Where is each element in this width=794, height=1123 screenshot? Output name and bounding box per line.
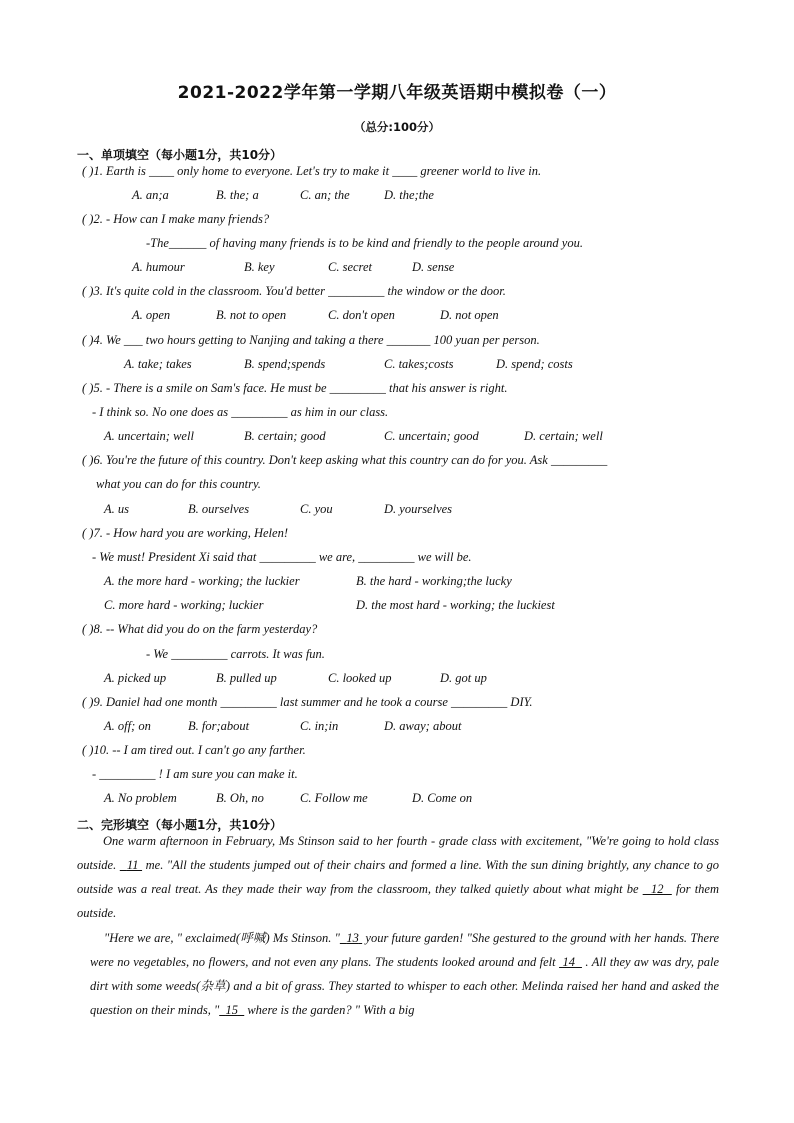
question-5-stem: ( )5. - There is a smile on Sam's face. He must be _________ that his answer is right. — [82, 381, 508, 395]
question-2-stem: ( )2. - How can I make many friends? — [82, 212, 270, 226]
question-3-stem: ( )3. It's quite cold in the classroom. You'd better _________ the window or the door. — [82, 284, 506, 298]
question-9-option: B. for;about — [188, 719, 250, 733]
blank-13: 13 — [346, 931, 359, 945]
question-8-option: C. looked up — [328, 671, 392, 685]
question-5-option: C. uncertain; good — [384, 429, 479, 443]
question-10-stem: ( )10. -- I am tired out. I can't go any farther. — [82, 743, 306, 757]
blank-12: 12 — [650, 882, 664, 896]
cloze-text: me. "All the students jumped out of their chairs and formed a line. With the sun dining brightly, any chance to go outside was a real treat. As they made their way from the classroom, they talked quietly about what might be — [77, 858, 720, 896]
question-4-option: C. takes;costs — [384, 357, 454, 371]
question-2-option: A. humour — [132, 260, 185, 274]
question-4-option: B. spend;spends — [244, 357, 326, 371]
blank-14: 14 — [562, 955, 576, 969]
question-8-option: B. pulled up — [216, 671, 277, 685]
question-5-option: D. certain; well — [524, 429, 603, 443]
cloze-text: . All they aw was dry, pale dirt with some weeds(杂草) and a bit of grass. They started to whisper to each other. Melinda raised her hand and asked the question on their minds, " — [90, 955, 720, 1017]
cloze-paragraph-1 — [77, 829, 719, 925]
cloze-text: your future garden! "She gestured to the ground with her hands. There were no vegetables, no flowers, and not even any plans. The students looked around and felt — [90, 931, 720, 969]
blank-15: 15 — [225, 1003, 238, 1017]
question-6-option: D. yourselves — [384, 502, 453, 516]
question-9-option: D. away; about — [384, 719, 462, 733]
question-2-option: B. key — [244, 260, 275, 274]
section1-heading: 一、单项填空（每小题1分，共10分） — [77, 148, 283, 162]
cloze-text: One warm afternoon in February, Ms Stinson said to her fourth - grade class with excitement, "We're going to hold class outside. — [77, 834, 719, 872]
cloze-text: where is the garden? " With a big — [244, 1003, 415, 1017]
question-4-stem: ( )4. We ___ two hours getting to Nanjing and taking a there _______ 100 yuan per person. — [82, 333, 540, 347]
question-7-option: A. the more hard - working; the luckier — [104, 574, 300, 588]
question-1-option: D. the;the — [384, 188, 434, 202]
question-10-line2: - _________ ! I am sure you can make it. — [92, 767, 298, 781]
question-1-option: B. the; a — [216, 188, 259, 202]
question-3-option: D. not open — [440, 308, 499, 322]
question-4-option: D. spend; costs — [496, 357, 573, 371]
cloze-paragraph-2 — [90, 926, 719, 1022]
question-7-option: D. the most hard - working; the luckiest — [356, 598, 555, 612]
cloze-text: for them outside. — [77, 882, 719, 920]
question-7-option: C. more hard - working; luckier — [104, 598, 264, 612]
question-7-line2: - We must! President Xi said that _________ we are, _________ we will be. — [92, 550, 472, 564]
cloze-text: "Here we are, " exclaimed(呼喊) Ms Stinson. " — [104, 931, 340, 945]
question-10-option: B. Oh, no — [216, 791, 264, 805]
question-5-option: B. certain; good — [244, 429, 326, 443]
question-6-option: A. us — [104, 502, 129, 516]
question-2-option: D. sense — [412, 260, 455, 274]
question-8-option: A. picked up — [104, 671, 167, 685]
page-title: 2021-2022学年第一学期八年级英语期中模拟卷（一） — [177, 83, 617, 103]
question-6-option: B. ourselves — [188, 502, 250, 516]
question-7-stem: ( )7. - How hard you are working, Helen! — [82, 526, 288, 540]
question-8-option: D. got up — [440, 671, 487, 685]
question-7-option: B. the hard - working;the lucky — [356, 574, 512, 588]
question-2-line2: -The______ of having many friends is to be kind and friendly to the people around you. — [146, 236, 583, 250]
question-6-line2: what you can do for this country. — [96, 477, 261, 491]
question-5-option: A. uncertain; well — [104, 429, 194, 443]
question-9-option: A. off; on — [104, 719, 151, 733]
question-9-stem: ( )9. Daniel had one month _________ last summer and he took a course _________ DIY. — [82, 695, 533, 709]
question-9-option: C. in;in — [300, 719, 339, 733]
question-4-option: A. take; takes — [124, 357, 192, 371]
total-score: （总分:100分） — [353, 120, 441, 134]
section2-heading: 二、完形填空（每小题1分，共10分） — [77, 818, 283, 832]
question-5-line2: - I think so. No one does as _________ as him in our class. — [92, 405, 389, 419]
question-10-option: C. Follow me — [300, 791, 368, 805]
question-8-stem: ( )8. -- What did you do on the farm yesterday? — [82, 622, 318, 636]
question-8-line2: - We _________ carrots. It was fun. — [146, 647, 325, 661]
question-6-option: C. you — [300, 502, 333, 516]
question-1-stem: ( )1. Earth is ____ only home to everyone. Let's try to make it ____ greener world to live in. — [82, 164, 542, 178]
question-1-option: C. an; the — [300, 188, 350, 202]
question-3-option: C. don't open — [328, 308, 395, 322]
question-6-stem: ( )6. You're the future of this country. Don't keep asking what this country can do for you. Ask _________ — [82, 453, 608, 467]
question-10-option: D. Come on — [412, 791, 473, 805]
question-2-option: C. secret — [328, 260, 372, 274]
question-1-option: A. an;a — [132, 188, 169, 202]
question-3-option: A. open — [132, 308, 171, 322]
blank-11: 11 — [126, 858, 139, 872]
question-10-option: A. No problem — [104, 791, 177, 805]
question-3-option: B. not to open — [216, 308, 287, 322]
